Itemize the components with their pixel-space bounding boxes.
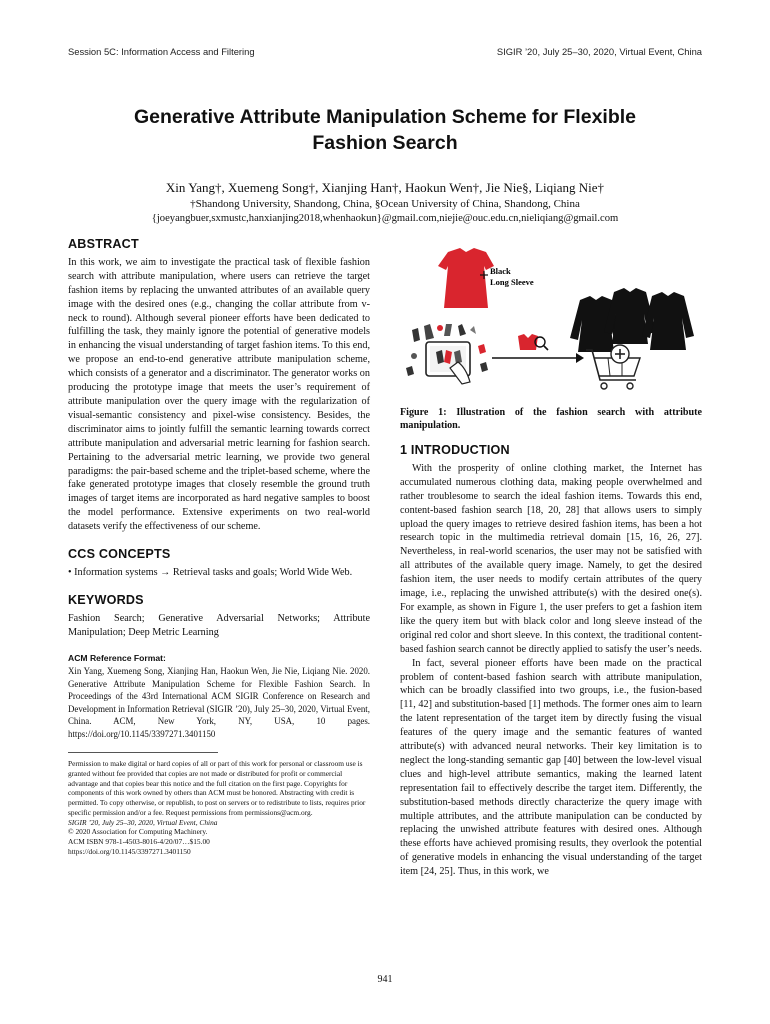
magnifier-dress-icon [518,334,548,350]
figure-1-illustration [400,238,702,398]
permission-divider [68,752,218,753]
running-head-left: Session 5C: Information Access and Filtering [68,46,255,57]
author-list: Xin Yang†, Xuemeng Song†, Xianjing Han†, Haokun Wen†, Jie Nie§, Liqiang Nie† [165,180,605,195]
title-line-2: Fashion Search [312,132,458,154]
attribute-label-color: Black [490,266,511,276]
permission-doi: https://doi.org/10.1145/3397271.3401150 [68,847,191,857]
ccs-text: • Information systems → Retrieval tasks and goals; World Wide Web. [68,566,353,578]
red-dress-icon [438,248,494,308]
page-number: 941 [377,974,393,985]
attribute-label-sleeve: Long Sleeve [490,277,534,287]
introduction-heading: 1 INTRODUCTION [400,443,510,457]
introduction-paragraph-2: In fact, several pioneer efforts have been made on the practical problem of content-based fashion search with attribute manipulation, which can be broadly classified into two groups, i.e., the fusion-based [11, 42] and substitution-based [1] methods. The former ones aim to learn the latent representation of the target item by directly fusing the visual features of the query image and the semantic features of wanted attribute(s) with advanced neural networks. Their key limitation is to neglect the long-standing semantic gap [40] between the low-level visual clues and high-level attribute semantics, making the learned latent representation fail to effectively describe the target item. Differently, the substitution-based methods directly characterize the query image with multiple attributes, and the attribute manipulation can be conducted by replacing the unwished attribute features with desired ones. Although these efforts have achieved promising results, they overlook the potential of generative models in enhancing the visual understanding of the target item [24, 25]. Thus, in this work, we [400,657,702,878]
permission-block [68,759,370,857]
permission-copyright: © 2020 Association for Computing Machinery. [68,827,208,837]
acm-reference-heading: ACM Reference Format: [68,652,166,663]
introduction-paragraph-1: With the prosperity of online clothing market, the Internet has accumulated numerous clothing data, making people overwhelmed and rather troublesome to search the ideal fashion items. Towards this end, content-based fashion search [18, 20, 28] that allows users to simply upload the query images to retrieve desired fashion items, has been a hot research topic in the multimedia retrieval domain [15, 16, 26, 27]. Nevertheless, in real-world scenarios, the user may not be satisfied with all attributes of the available query image. Namely, to get the desired fashion item, the user needs to modify certain attributes of the query image, i.e., replacing the unwished attribute(s) with the desired one(s). For example, as shown in Figure 1, the user prefers to get a fashion item like the query item but with black color and long sleeve instead of the original red color and short sleeve. In this context, the traditional content-based fashion search cannot be directly applied to satisfy the user’s needs. [400,462,702,655]
figure-1 [400,238,702,398]
affiliations: †Shandong University, Shandong, China, §Ocean University of China, Shandong, China [190,198,580,210]
right-column [400,238,702,879]
running-head-right: SIGIR ’20, July 25–30, 2020, Virtual Event, China [496,46,702,57]
figure-1-caption: Figure 1: Illustration of the fashion search with attribute manipulation. [400,407,702,431]
ccs-heading: CCS CONCEPTS [68,547,171,562]
permission-venue: SIGIR ’20, July 25–30, 2020, Virtual Event, China [68,817,218,827]
keywords-heading: KEYWORDS [68,592,144,607]
abstract-text: In this work, we aim to investigate the practical task of flexible fashion search with attribute manipulation, where users can retrieve the target fashion items by replacing the unwanted attributes of an available query image with the desired ones (e.g., changing the collar attribute from v-neck to round). Although several pioneer efforts have been dedicated to fulfilling the task, they mainly ignore the potential of generative models in enhancing the visual understanding of target fashion items. To this end, we propose an end-to-end generative attribute manipulation scheme, which consists of a generator and a discriminator. The generator works on producing the prototype image that meets the user’s requirement of attribute manipulation over the query image with the regularization of visual-semantic consistency and pixel-wise consistency. Besides, the discriminator aims to jointly fulfill the semantic learning towards correct attribute manipulation and adversarial metric learning for fashion search. Pertaining to the adversarial metric learning, we provide two general paradigms: the pair-based scheme and the triplet-based scheme, where the fake generated prototype images that closely resemble the ground truth images of target items are incorporated as hard negative samples to boost the model performance. Extensive experiments on two real-world datasets verify the effectiveness of our scheme. [68,256,370,533]
abstract-heading: ABSTRACT [68,237,139,251]
left-column [68,238,370,857]
author-emails: {joeyangbuer,sxmustc,hanxianjing2018,whenhaokun}@gmail.com,niejie@ouc.edu.cn,nieliqiang@gmail.com [151,213,619,224]
title-line-1: Generative Attribute Manipulation Scheme for Flexible [133,106,637,128]
acm-reference-text: Xin Yang, Xuemeng Song, Xianjing Han, Haokun Wen, Jie Nie, Liqiang Nie. 2020. Generative Attribute Manipulation Scheme for Flexible Fashion Search. In Proceedings of the 43rd International ACM SIGIR Conference on Research and Development in Information Retrieval (SIGIR ’20), July 25–30, 2020, Virtual Event, China. ACM, New York, NY, USA, 10 pages. https://doi.org/10.1145/3397271.3401150 [68,666,370,739]
black-dress-result-3-icon [642,292,694,350]
permission-isbn: ACM ISBN 978-1-4503-8016-4/20/07…$15.00 [68,837,210,847]
keywords-text: Fashion Search; Generative Adversarial Networks; Attribute Manipulation; Deep Metric Learning [68,612,370,638]
permission-notice: Permission to make digital or hard copies of all or part of this work for personal or classroom use is granted without fee provided that copies are not made or distributed for profit or commercial advantage and that copies bear this notice and the full citation on the first page. Copyrights for components of this work owned by others than ACM must be honored. Abstracting with credit is permitted. To copy otherwise, or republish, to post on servers or to redistribute to lists, requires prior specific permission and/or a fee. Request permissions from permissions@acm.org. [68,758,366,817]
paper-title [60,104,710,156]
search-arrow-icon [492,353,584,363]
